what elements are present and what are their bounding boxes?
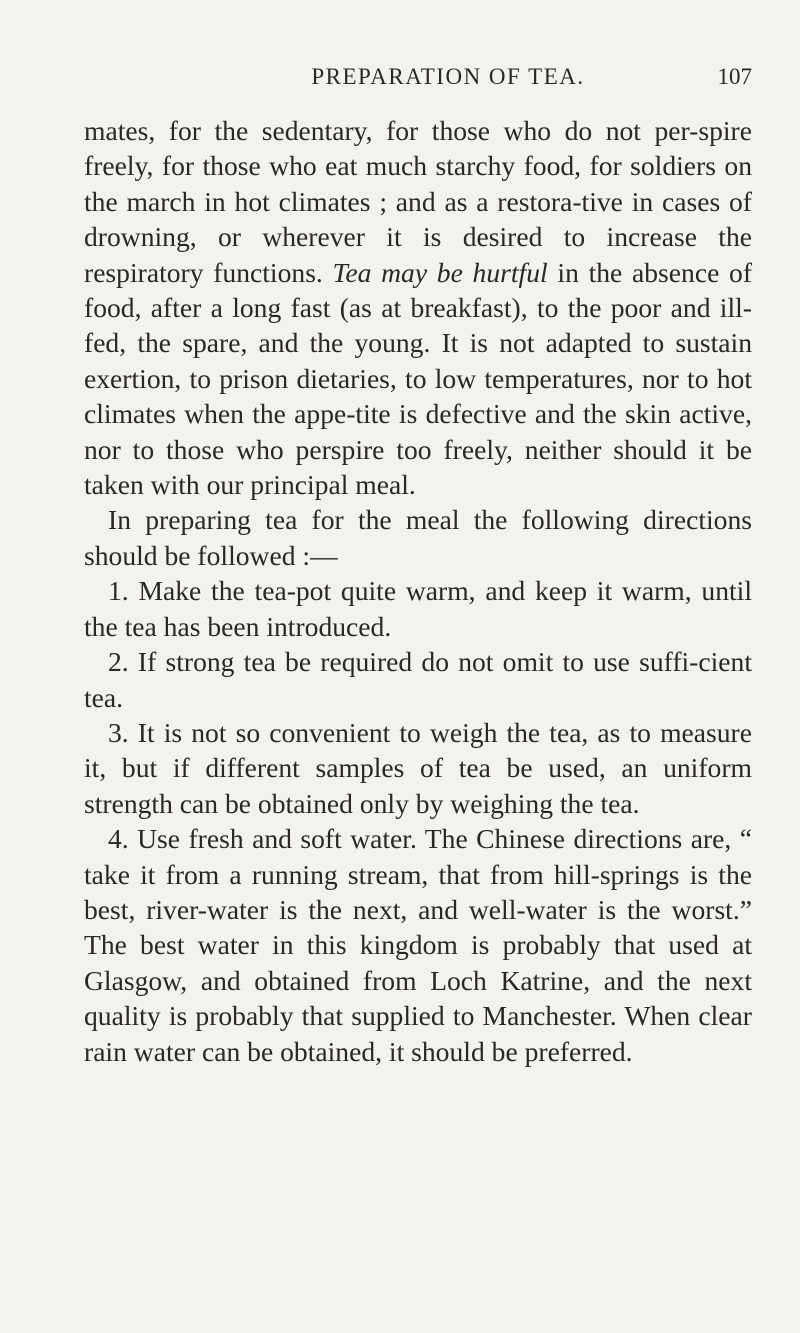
direction-item-1: 1. Make the tea-pot quite warm, and keep it warm, until the tea has been introduced. <box>84 575 752 642</box>
direction-item-2: 2. If strong tea be required do not omit to use suffi-cient tea. <box>84 646 752 713</box>
paragraph-continuation <box>84 113 752 502</box>
directions-intro: In preparing tea for the meal the following directions should be followed :— <box>84 504 752 571</box>
direction-item-3: 3. It is not so convenient to weigh the tea, as to measure it, but if different samples of tea be used, an uniform strength can be obtained only by weighing the tea. <box>84 716 752 819</box>
running-title: PREPARATION OF TEA. <box>311 64 585 89</box>
paragraph-text-before: mates, for the sedentary, for those who do not per-spire freely, for those who eat much starchy food, for soldiers on the march in hot climates ; and as a restora-tive in cases of drowning, or wherever it is desired to increase the respiratory functions. <box>84 115 752 288</box>
direction-item-4: 4. Use fresh and soft water. The Chinese directions are, “ take it from a running stream, that from hill-springs is the best, river-water is the next, and well-water is the worst.” The best water in this kingdom is probably that used at Glasgow, and obtained from Loch Katrine, and the next quality is probably that supplied to Manchester. When clear rain water can be obtained, it should be preferred. <box>84 823 752 1067</box>
paragraph-text-after: in the absence of food, after a long fast (as at breakfast), to the poor and ill-fed, the spare, and the young. It is not adapted to sustain exertion, to prison dietaries, to low temperatures, nor to hot climates when the appe-tite is defective and the skin active, nor to those who perspire too freely, neither should it be taken with our principal meal. <box>84 256 753 501</box>
page-number: 107 <box>717 64 752 89</box>
italic-phrase: Tea may be hurtful <box>332 256 548 288</box>
body-text <box>84 113 752 1069</box>
running-header <box>84 64 752 104</box>
